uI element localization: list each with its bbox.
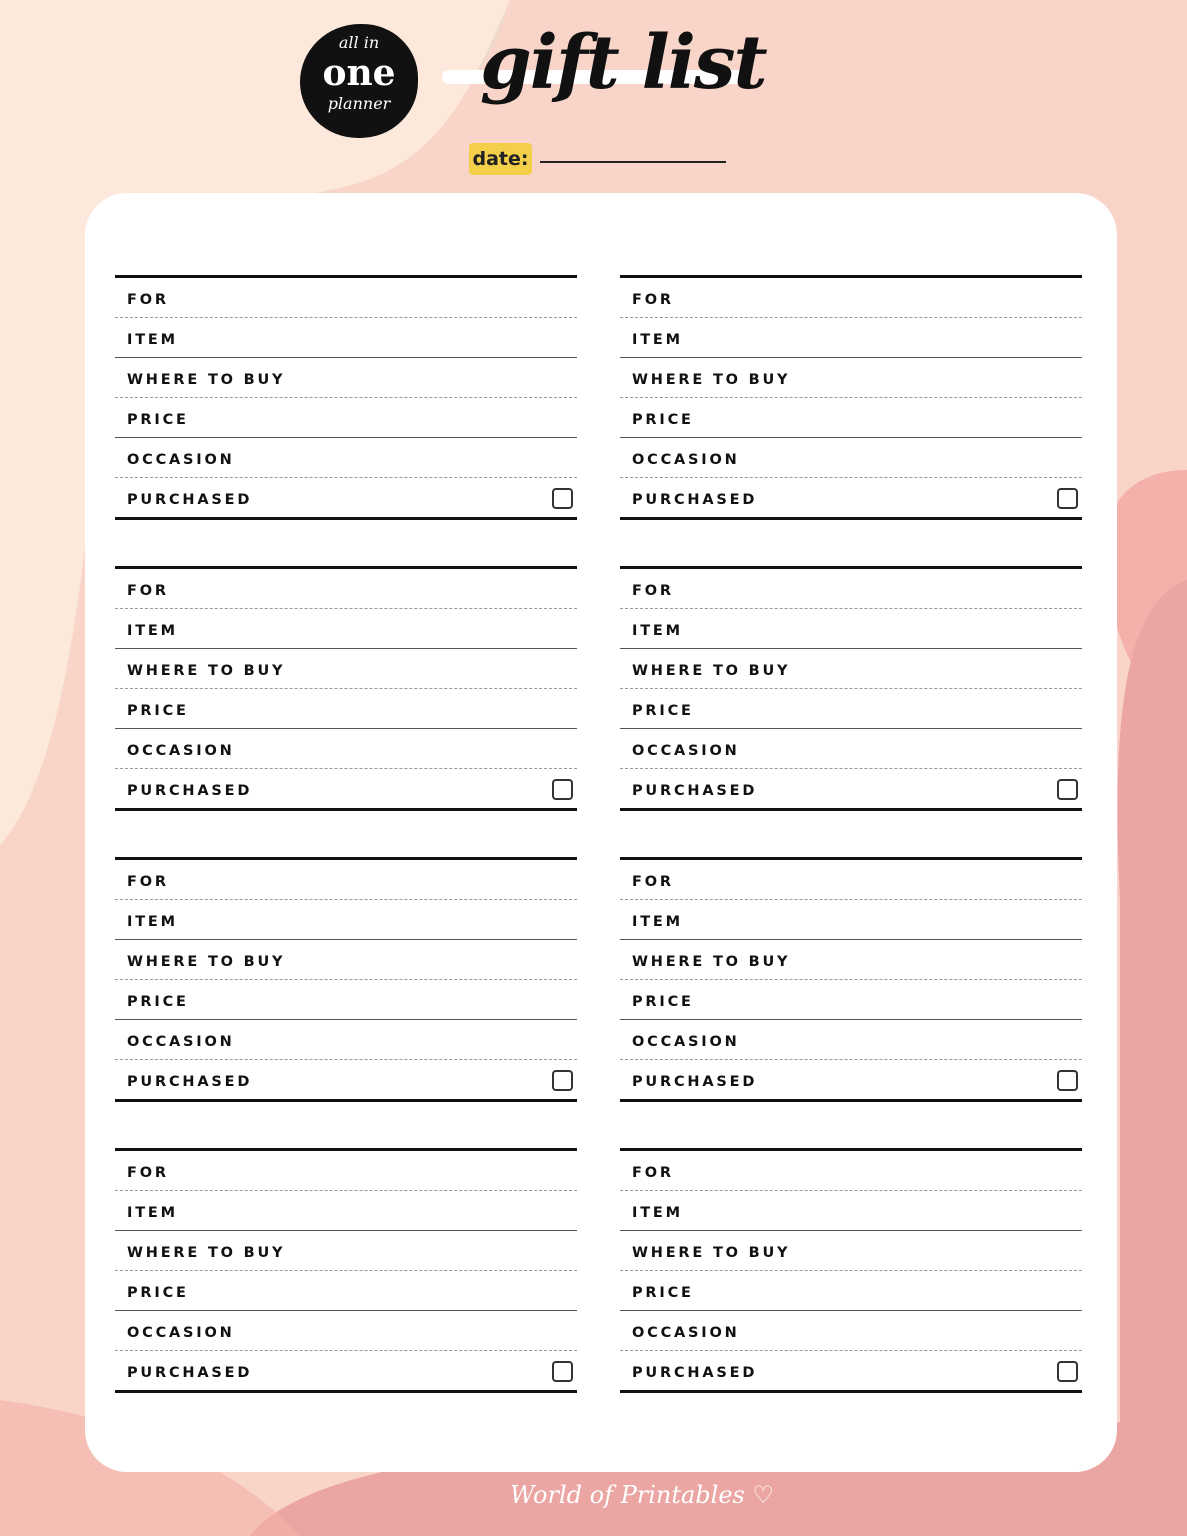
field-label: WHERE TO BUY [632,663,791,679]
field-label: FOR [127,583,169,599]
field-label: ITEM [127,914,178,930]
field-purchased[interactable] [115,478,577,520]
field-label: WHERE TO BUY [127,1245,286,1261]
date-input-line[interactable] [540,161,726,163]
purchased-checkbox[interactable] [1057,488,1078,509]
date-label: date: [469,143,532,175]
field-for[interactable] [115,569,577,609]
field-item[interactable] [620,1191,1082,1231]
field-label: FOR [127,874,169,890]
field-where-to-buy[interactable] [620,940,1082,980]
field-label: OCCASION [127,1325,235,1341]
field-occasion[interactable] [115,438,577,478]
field-label: WHERE TO BUY [127,663,286,679]
field-for[interactable] [620,1151,1082,1191]
field-purchased[interactable] [620,769,1082,811]
field-price[interactable] [620,398,1082,438]
field-price[interactable] [115,398,577,438]
field-label: ITEM [632,332,683,348]
field-item[interactable] [115,609,577,649]
field-label: PURCHASED [127,492,253,508]
field-purchased[interactable] [115,1351,577,1393]
purchased-checkbox[interactable] [1057,779,1078,800]
field-label: OCCASION [632,743,740,759]
field-label: OCCASION [127,1034,235,1050]
gift-entry [620,275,1082,520]
field-for[interactable] [620,569,1082,609]
field-item[interactable] [115,900,577,940]
field-where-to-buy[interactable] [115,358,577,398]
field-label: OCCASION [632,452,740,468]
field-label: OCCASION [127,743,235,759]
field-label: PRICE [632,1285,694,1301]
field-label: WHERE TO BUY [127,372,286,388]
gift-entry [115,1148,577,1393]
planner-logo [300,24,418,138]
gift-entry [620,1148,1082,1393]
footer-brand: World of Printables ♡ [510,1481,774,1509]
field-item[interactable] [620,609,1082,649]
field-label: ITEM [632,914,683,930]
field-label: FOR [127,1165,169,1181]
field-label: OCCASION [632,1325,740,1341]
field-label: FOR [632,1165,674,1181]
field-label: PRICE [127,412,189,428]
field-price[interactable] [620,689,1082,729]
field-label: ITEM [127,332,178,348]
logo-text-1: all in [338,33,380,52]
field-occasion[interactable] [620,729,1082,769]
field-where-to-buy[interactable] [115,1231,577,1271]
field-label: PRICE [127,1285,189,1301]
field-item[interactable] [620,318,1082,358]
field-price[interactable] [620,980,1082,1020]
purchased-checkbox[interactable] [1057,1070,1078,1091]
field-for[interactable] [620,278,1082,318]
field-label: PRICE [632,703,694,719]
field-label: ITEM [632,623,683,639]
field-item[interactable] [115,318,577,358]
field-for[interactable] [620,860,1082,900]
field-occasion[interactable] [620,1311,1082,1351]
field-price[interactable] [620,1271,1082,1311]
field-where-to-buy[interactable] [620,1231,1082,1271]
field-for[interactable] [115,860,577,900]
field-label: FOR [632,583,674,599]
field-label: PURCHASED [632,1074,758,1090]
field-label: PRICE [127,994,189,1010]
field-purchased[interactable] [620,478,1082,520]
field-where-to-buy[interactable] [620,358,1082,398]
field-label: PURCHASED [632,492,758,508]
gift-entry [620,566,1082,811]
field-price[interactable] [115,689,577,729]
field-label: FOR [127,292,169,308]
field-label: WHERE TO BUY [632,372,791,388]
field-for[interactable] [115,278,577,318]
field-label: FOR [632,874,674,890]
field-where-to-buy[interactable] [620,649,1082,689]
gift-entry [115,857,577,1102]
field-where-to-buy[interactable] [115,940,577,980]
field-occasion[interactable] [620,438,1082,478]
field-label: WHERE TO BUY [632,954,791,970]
field-occasion[interactable] [115,1311,577,1351]
gift-entry [620,857,1082,1102]
logo-text-2: one [322,52,396,94]
field-for[interactable] [115,1151,577,1191]
field-occasion[interactable] [115,1020,577,1060]
field-where-to-buy[interactable] [115,649,577,689]
page-title: gift list [480,20,766,106]
purchased-checkbox[interactable] [552,488,573,509]
purchased-checkbox[interactable] [552,1361,573,1382]
field-label: WHERE TO BUY [127,954,286,970]
field-item[interactable] [620,900,1082,940]
field-purchased[interactable] [620,1060,1082,1102]
field-occasion[interactable] [115,729,577,769]
gift-entry [115,566,577,811]
purchased-checkbox[interactable] [552,1070,573,1091]
field-label: ITEM [127,1205,178,1221]
field-label: PURCHASED [127,1365,253,1381]
field-label: OCCASION [127,452,235,468]
field-label: PURCHASED [632,1365,758,1381]
field-occasion[interactable] [620,1020,1082,1060]
field-price[interactable] [115,980,577,1020]
field-label: PURCHASED [127,783,253,799]
field-purchased[interactable] [620,1351,1082,1393]
field-label: FOR [632,292,674,308]
logo-text-3: planner [327,94,391,113]
field-label: PURCHASED [632,783,758,799]
gift-entry [115,275,577,520]
field-purchased[interactable] [115,769,577,811]
field-price[interactable] [115,1271,577,1311]
field-label: ITEM [632,1205,683,1221]
field-label: ITEM [127,623,178,639]
field-label: PRICE [632,994,694,1010]
field-purchased[interactable] [115,1060,577,1102]
field-label: PRICE [127,703,189,719]
field-label: OCCASION [632,1034,740,1050]
field-item[interactable] [115,1191,577,1231]
field-label: PURCHASED [127,1074,253,1090]
purchased-checkbox[interactable] [552,779,573,800]
field-label: PRICE [632,412,694,428]
field-label: WHERE TO BUY [632,1245,791,1261]
purchased-checkbox[interactable] [1057,1361,1078,1382]
